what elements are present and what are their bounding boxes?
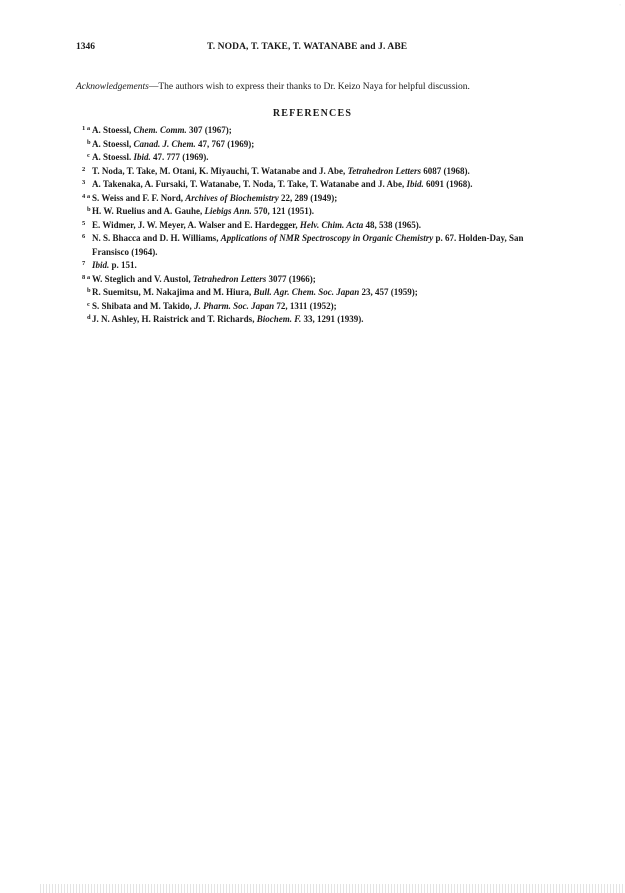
reference-text xyxy=(92,206,314,216)
reference-source-title: Tetrahedron Letters xyxy=(192,273,267,284)
reference-marker: 8 a xyxy=(82,273,91,281)
reference-text-part: A. Stoessl, xyxy=(92,138,134,149)
reference-text xyxy=(92,314,364,324)
reference-source-title: Biochem. F. xyxy=(256,314,302,324)
reference-text xyxy=(92,274,316,284)
reference-marker: c xyxy=(87,300,90,308)
reference-text-part: A. Stoessl, xyxy=(92,125,134,135)
reference-text xyxy=(92,220,421,230)
reference-source-title: Tetrahedron Letters xyxy=(347,165,421,176)
reference-text xyxy=(92,166,470,176)
reference-entry xyxy=(82,273,560,287)
reference-text-part: T. Noda, T. Take, M. Otani, K. Miyauchi, T. Watanabe and J. Abe, xyxy=(92,165,348,176)
reference-text xyxy=(92,125,232,135)
references-heading: REFERENCES xyxy=(272,108,353,119)
reference-text xyxy=(92,179,472,189)
reference-text-part: 48, 538 (1965). xyxy=(363,219,421,230)
reference-source-title: Bull. Agr. Chem. Soc. Japan xyxy=(253,287,360,297)
reference-entry xyxy=(82,219,560,233)
reference-source-title: Applications of NMR Spectroscopy in Organic Chemistry xyxy=(220,233,434,243)
reference-text-part: 307 (1967); xyxy=(186,125,232,135)
reference-text-part: S. Shibata and M. Takido, xyxy=(92,300,195,311)
reference-text-part: 33, 1291 (1939). xyxy=(301,314,364,324)
reference-entry xyxy=(82,300,560,314)
reference-source-title: Archives of Biochemistry xyxy=(185,192,279,203)
reference-text xyxy=(92,233,524,257)
reference-text-part: J. N. Ashley, H. Raistrick and T. Richards, xyxy=(92,314,257,324)
reference-entry xyxy=(82,178,560,192)
reference-source-title: Ibid. xyxy=(92,260,110,270)
reference-text-part: R. Suemitsu, M. Nakajima and M. Hiura, xyxy=(92,287,254,297)
reference-text-part: A. Stoessl. xyxy=(92,152,134,162)
reference-text-part: p. 151. xyxy=(109,260,137,270)
reference-text-part: 3077 (1966); xyxy=(266,273,316,284)
reference-text-part: 72, 1311 (1952); xyxy=(274,300,337,311)
reference-marker: 3 xyxy=(82,179,86,186)
reference-entry xyxy=(82,151,560,165)
reference-text xyxy=(92,193,337,203)
acknowledgements-text: —The authors wish to express their thanks to Dr. Keizo Naya for helpful discussion. xyxy=(148,82,470,92)
reference-source-title: Ibid. xyxy=(133,152,151,162)
reference-text-part: 47. 777 (1969). xyxy=(150,152,209,162)
reference-text-part: A. Takenaka, A. Fursaki, T. Watanabe, T. Noda, T. Take, T. Watanabe and J. Abe, xyxy=(92,179,407,189)
reference-marker: 2 xyxy=(82,165,86,173)
reference-text-part: E. Widmer, J. W. Meyer, A. Walser and E. Hardegger, xyxy=(92,219,300,230)
reference-text-part: p. 67. Holden-Day, San Fransisco (1964). xyxy=(92,233,524,257)
reference-text-part: 23, 457 (1959); xyxy=(359,287,418,297)
reference-text-part: H. W. Ruelius and A. Gauhe, xyxy=(92,206,205,216)
reference-source-title: Canad. J. Chem. xyxy=(133,138,196,149)
reference-entry xyxy=(82,138,560,152)
reference-marker: 1 a xyxy=(82,125,91,132)
reference-source-title: Ibid. xyxy=(406,179,424,189)
acknowledgements xyxy=(76,82,566,92)
reference-source-title: Helv. Chim. Acta xyxy=(299,219,364,230)
running-title: T. NODA, T. TAKE, T. WATANABE and J. ABE xyxy=(207,42,408,52)
reference-entry xyxy=(82,205,560,219)
reference-marker: 6 xyxy=(82,233,86,240)
reference-entry xyxy=(82,259,560,273)
scan-corner-mark: ‧ xyxy=(619,3,621,9)
reference-marker: b xyxy=(87,138,91,146)
reference-source-title: Chem. Comm. xyxy=(133,125,187,135)
reference-text-part: 6087 (1968). xyxy=(420,165,470,176)
reference-source-title: J. Pharm. Soc. Japan xyxy=(194,300,275,311)
page-number: 1346 xyxy=(76,42,95,52)
reference-text xyxy=(92,301,337,311)
reference-text-part: 6091 (1968). xyxy=(423,179,473,189)
reference-marker: 7 xyxy=(82,260,86,267)
page-header xyxy=(76,42,556,56)
reference-text-part: W. Steglich and V. Austol, xyxy=(92,273,193,284)
reference-entry xyxy=(82,286,560,300)
scan-edge-strip xyxy=(40,884,625,893)
reference-marker: b xyxy=(87,206,91,213)
reference-text-part: 570, 121 (1951). xyxy=(251,206,314,216)
reference-text xyxy=(92,260,137,270)
reference-marker: d xyxy=(87,314,91,321)
reference-text xyxy=(92,139,254,149)
reference-text-part: S. Weiss and F. F. Nord, xyxy=(92,192,186,203)
reference-marker: b xyxy=(87,287,91,294)
reference-marker: 4 a xyxy=(82,192,91,200)
reference-text-part: 47, 767 (1969); xyxy=(195,138,255,149)
reference-entry xyxy=(82,124,560,138)
reference-marker: 5 xyxy=(82,219,86,227)
reference-entry xyxy=(82,192,560,206)
acknowledgements-label: Acknowledgements xyxy=(76,82,149,92)
reference-entry xyxy=(82,232,560,259)
reference-text-part: N. S. Bhacca and D. H. Williams, xyxy=(92,233,221,243)
reference-text xyxy=(92,152,209,162)
reference-source-title: Liebigs Ann. xyxy=(204,206,252,216)
reference-marker: c xyxy=(87,152,90,159)
reference-text xyxy=(92,287,418,297)
reference-entry xyxy=(82,313,560,327)
references-list xyxy=(82,124,560,327)
reference-text-part: 22, 289 (1949); xyxy=(278,192,338,203)
reference-entry xyxy=(82,165,560,179)
